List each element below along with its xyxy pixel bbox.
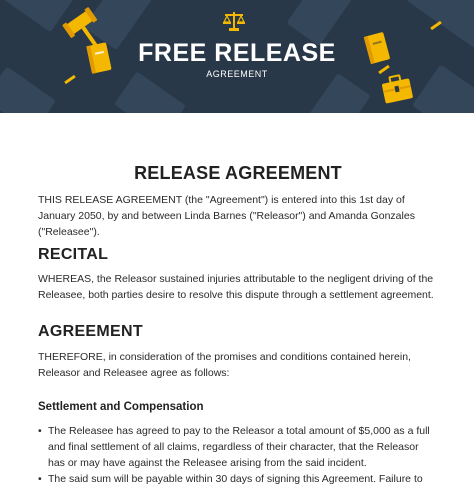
list-item: • The Releasee has agreed to pay to the Releasor a total amount of $5,000 as a full and final settlement of all claims, regardless of their character, that the Releasor has or may have against the Releasee arising from the said incident. — [38, 423, 438, 471]
list-item: • The said sum will be payable within 30 days of signing this Agreement. Failure to — [38, 471, 438, 487]
header-banner — [0, 0, 474, 113]
decor-shape — [309, 73, 370, 113]
agreement-paragraph: THEREFORE, in consideration of the promises and conditions contained herein, Releasor and Releasee agree as follows: — [38, 351, 411, 379]
scales-icon — [222, 10, 246, 32]
recital-heading: RECITAL — [38, 246, 109, 263]
agreement-heading: AGREEMENT — [38, 323, 143, 340]
accent-bar — [430, 21, 442, 30]
settlement-list — [38, 423, 438, 487]
intro-paragraph: THIS RELEASE AGREEMENT (the "Agreement") is entered into this 1st day of January 2050, by and between Linda Barnes ("Releasor") and Amanda Gonzales ("Releasee"). — [38, 194, 415, 238]
section-heading: Settlement and Compensation — [38, 401, 204, 413]
banner-subtitle: AGREEMENT — [206, 69, 268, 79]
recital-paragraph: WHEREAS, the Releasor sustained injuries attributable to the negligent driving of the Releasee, both parties desire to resolve this dispute through a settlement agreement. — [38, 273, 434, 301]
document-title: RELEASE AGREEMENT — [134, 163, 342, 183]
banner-title: FREE RELEASE — [138, 39, 336, 67]
